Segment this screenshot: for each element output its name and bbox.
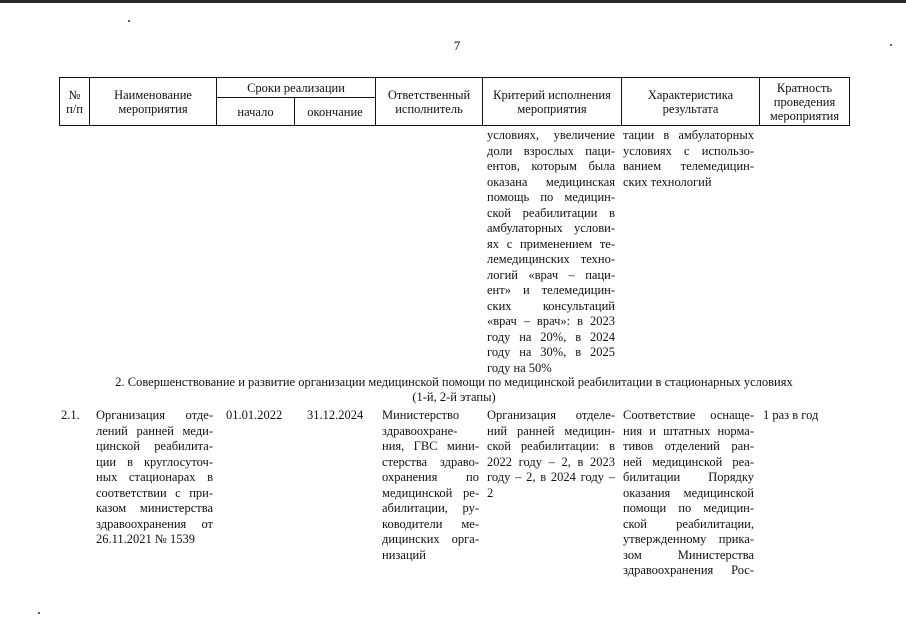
text-line: тивов отделений ран-: [623, 439, 754, 453]
text-line: Организация отде-: [96, 408, 213, 422]
text-line: казом министерства: [96, 501, 213, 515]
header-name: Наименование мероприятия: [90, 78, 217, 126]
text-line: доли взрослых паци-: [487, 143, 615, 158]
row-end-date: 31.12.2024: [307, 408, 364, 422]
continuation-result: [623, 128, 754, 190]
header-criterion: Критерий исполнения мероприятия: [483, 78, 622, 126]
text-line: году на 50%: [487, 360, 552, 375]
text-line: помощи по медицин-: [623, 501, 754, 515]
text-line: оказания медицинской: [623, 485, 754, 500]
text-line: 2: [487, 485, 494, 500]
text-line: ний ранней медицин-: [487, 423, 615, 438]
text-line: логий «врач – паци-: [487, 267, 615, 282]
text-line: ции в круглосуточ-: [96, 454, 213, 469]
text-line: абилитации, ру-: [382, 501, 479, 515]
text-line: здравоохранения Рос-: [623, 563, 754, 577]
row-name: [96, 408, 213, 548]
text-line: ководители ме-: [382, 516, 479, 531]
text-line: 2022 году – 2, в 2023: [487, 454, 615, 469]
text-line: ванием телемедицин-: [623, 159, 754, 173]
text-line: охранения по: [382, 470, 479, 484]
text-line: ской реабилитации в: [487, 205, 615, 220]
text-line: оказана медицинская: [487, 174, 615, 189]
row-result: [623, 408, 754, 579]
text-line: ских технологий: [623, 174, 712, 189]
scan-speck: [38, 612, 40, 614]
text-line: «врач – врач»: в 2023: [487, 314, 615, 328]
page-number: 7: [453, 38, 461, 53]
text-line: здравоохранения от: [96, 516, 213, 531]
text-line: зом Министерства: [623, 547, 754, 562]
text-line: ентов, которым была: [487, 159, 615, 173]
text-line: тации в амбулаторных: [623, 128, 754, 142]
header-end: окончание: [295, 98, 376, 126]
row-criterion: [487, 408, 615, 501]
text-line: ских консультаций: [487, 298, 615, 313]
header-num: № п/п: [60, 78, 90, 126]
continuation-criterion: [487, 128, 615, 376]
text-line: лемедицинских техно-: [487, 252, 615, 266]
text-line: ской реабилитации: в: [487, 439, 615, 453]
text-line: Соответствие оснаще-: [623, 408, 754, 422]
text-line: ния, ГВС мини-: [382, 439, 479, 453]
section-stages: (1-й, 2-й этапы): [412, 390, 496, 404]
text-line: билитации Порядку: [623, 470, 754, 484]
text-line: 26.11.2021 № 1539: [96, 532, 195, 546]
row-start-date: 01.01.2022: [226, 408, 283, 422]
text-line: цинской реабилита-: [96, 439, 213, 453]
text-line: лений ранней меди-: [96, 423, 213, 438]
text-line: здравоохране-: [382, 423, 458, 438]
text-line: Министерство: [382, 408, 460, 422]
text-line: медицинской ре-: [382, 485, 479, 500]
section-title: 2. Совершенствование и развитие организации медицинской помощи по медицинской реабилитации в стационарных условиях: [115, 375, 793, 389]
text-line: амбулаторных услови-: [487, 221, 615, 235]
text-line: ент» и телемедицин-: [487, 283, 615, 297]
row-number: 2.1.: [61, 408, 80, 422]
text-line: дицинских орга-: [382, 532, 479, 546]
text-line: году – 2, в 2024 году –: [487, 470, 615, 484]
header-terms: Сроки реализации: [217, 78, 376, 98]
text-line: условиях с использо-: [623, 143, 754, 158]
text-line: ния и штатных норма-: [623, 423, 754, 438]
text-line: году на 30%, в 2025: [487, 345, 615, 359]
scan-speck: [890, 44, 892, 46]
header-frequency: Кратность проведения мероприятия: [760, 78, 850, 126]
text-line: условиях, увеличение: [487, 128, 615, 142]
scan-speck: [128, 20, 130, 22]
text-line: Организация отделе-: [487, 408, 615, 422]
header-executor: Ответственный исполнитель: [376, 78, 483, 126]
text-line: помощь по медицин-: [487, 190, 615, 204]
header-start: начало: [217, 98, 295, 126]
text-line: ях с применением те-: [487, 236, 615, 251]
text-line: ской реабилитации,: [623, 516, 754, 531]
table-header: [59, 77, 850, 126]
page-top-edge: [0, 0, 906, 3]
text-line: низаций: [382, 547, 426, 562]
text-line: ных стационарах в: [96, 470, 213, 484]
row-executor: [382, 408, 479, 563]
text-line: ней медицинской реа-: [623, 454, 754, 469]
text-line: соответствии с при-: [96, 485, 213, 500]
text-line: стерства здраво-: [382, 454, 479, 469]
header-result: Характеристика результата: [622, 78, 760, 126]
row-frequency: 1 раз в год: [763, 408, 819, 422]
text-line: году на 20%, в 2024: [487, 329, 615, 344]
section-heading: [59, 375, 849, 405]
text-line: утвержденному прика-: [623, 532, 754, 546]
